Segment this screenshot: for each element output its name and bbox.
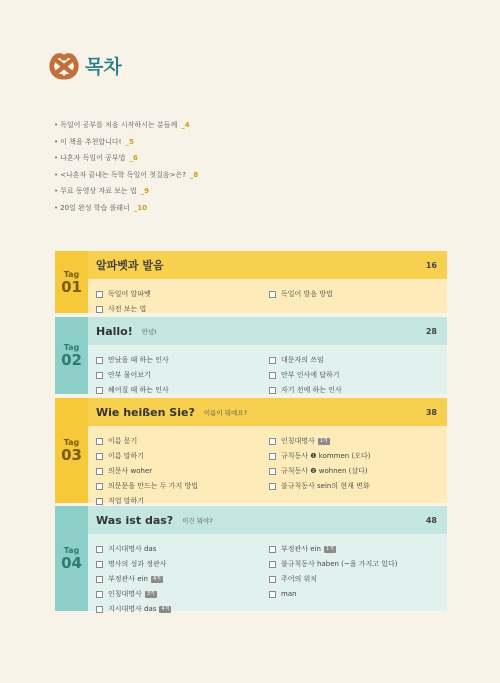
topic-item[interactable]: 인칭대명사 3격 [96,587,171,602]
case-badge: 1격 [325,546,334,552]
case-badge: 4격 [161,606,170,612]
checkbox-icon [96,468,103,475]
checkbox-icon [96,546,103,553]
checkbox-icon [96,306,103,313]
intro-item[interactable]: • 나혼자 독일어 공부법 _6 [54,154,138,163]
checkbox-icon [96,453,103,460]
checkbox-icon [269,357,276,364]
tag-label: Tag 01 [55,251,88,313]
checkbox-icon [96,606,103,613]
tag-label: Tag 04 [55,506,88,611]
section-subtitle: 이름이 뭐예요? [203,408,248,417]
checkbox-icon [96,291,103,298]
topic-item[interactable]: 독일어 발음 방법 [269,287,333,302]
checkbox-icon [96,576,103,583]
section-header[interactable] [88,251,447,279]
topic-item[interactable]: 이름 묻기 [96,434,198,449]
section-tag-02 [55,317,447,394]
topic-item[interactable]: 주어의 위치 [269,572,398,587]
intro-list [54,117,198,217]
section-subtitle: 이건 뭐야? [182,516,213,525]
topic-item[interactable]: 이름 말하기 [96,449,198,464]
topic-item[interactable]: 불규칙동사 sein의 현재 변화 [269,479,370,494]
intro-item[interactable]: • <나혼자 끝내는 독학 독일어 첫걸음>은? _8 [54,170,199,179]
topic-item[interactable]: 지시대명사 das [96,542,171,557]
case-badge: 1격 [319,438,328,444]
checkbox-icon [96,498,103,505]
topic-item[interactable]: 직업 말하기 [96,494,198,509]
section-header[interactable] [88,398,447,426]
checkbox-icon [96,483,103,490]
section-page: 16 [425,260,437,270]
topic-item[interactable]: 명사의 성과 정관사 [96,557,171,572]
checkbox-icon [269,546,276,553]
topic-item[interactable]: 규칙동사 ❶ kommen (오다) [269,449,370,464]
topic-item[interactable]: 인칭대명사 1격 [269,434,370,449]
checkbox-icon [96,387,103,394]
topic-item[interactable]: 안부 인사에 답하기 [269,368,342,383]
section-tag-04 [55,506,447,611]
checkbox-icon [96,372,103,379]
pretzel-icon [47,48,81,82]
checkbox-icon [96,438,103,445]
case-badge: 4격 [152,576,161,582]
section-title: Was ist das? [96,513,174,527]
section-tag-01 [55,251,447,313]
checkbox-icon [269,561,276,568]
checkbox-icon [269,576,276,583]
intro-item[interactable]: • 독일어 공부를 처음 시작하시는 분들께 _4 [54,121,190,129]
section-page: 38 [425,407,437,417]
topic-item[interactable]: 만났을 때 하는 인사 [96,353,169,368]
checkbox-icon [96,591,103,598]
topic-item[interactable]: 헤어질 때 하는 인사 [96,383,169,398]
checkbox-icon [269,468,276,475]
topic-item[interactable]: 부정관사 ein 1격 [269,542,398,557]
topic-item[interactable]: 의문사 woher [96,464,198,479]
topic-item[interactable]: 독일어 알파벳 [96,287,151,302]
section-tag-03 [55,398,447,503]
checkbox-icon [96,561,103,568]
section-page: 48 [425,515,437,525]
tag-label: Tag 02 [55,317,88,394]
checkbox-icon [269,483,276,490]
intro-item[interactable]: • 이 책을 추천합니다! _5 [54,137,134,146]
checkbox-icon [269,387,276,394]
section-subtitle: 안녕! [141,327,157,336]
topic-item[interactable]: 지시대명사 das 4격 [96,602,171,617]
checkbox-icon [96,357,103,364]
case-badge: 3격 [146,591,155,597]
section-header[interactable] [88,506,447,534]
checkbox-icon [269,453,276,460]
section-title: 알파벳과 발음 [96,259,164,272]
page-title: 목차 [85,55,122,78]
topic-item[interactable]: 사전 보는 법 [96,302,151,317]
topic-item[interactable]: 규칙동사 ❷ wohnen (살다) [269,464,370,479]
checkbox-icon [269,291,276,298]
checkbox-icon [269,438,276,445]
topic-item[interactable]: 자기 전에 하는 인사 [269,383,342,398]
checkbox-icon [269,591,276,598]
checkbox-icon [269,372,276,379]
topic-item[interactable]: 불규칙동사 haben (~을 가지고 있다) [269,557,398,572]
section-title: Wie heißen Sie? [96,405,195,419]
topic-item[interactable]: man [269,587,398,602]
section-title: Hallo! [96,324,133,338]
topic-item[interactable]: 부정관사 ein 4격 [96,572,171,587]
topic-item[interactable]: 의문문을 만드는 두 가지 방법 [96,479,198,494]
toc-header [47,48,122,82]
topic-item[interactable]: 대문자의 쓰임 [269,353,342,368]
section-header[interactable] [88,317,447,345]
intro-item[interactable]: • 무료 동영상 자료 보는 법 _9 [54,187,150,196]
intro-item[interactable]: • 20일 완성 학습 플래너 _10 [54,203,148,212]
tag-label: Tag 03 [55,398,88,503]
section-page: 28 [425,326,437,336]
topic-item[interactable]: 안부 물어보기 [96,368,169,383]
